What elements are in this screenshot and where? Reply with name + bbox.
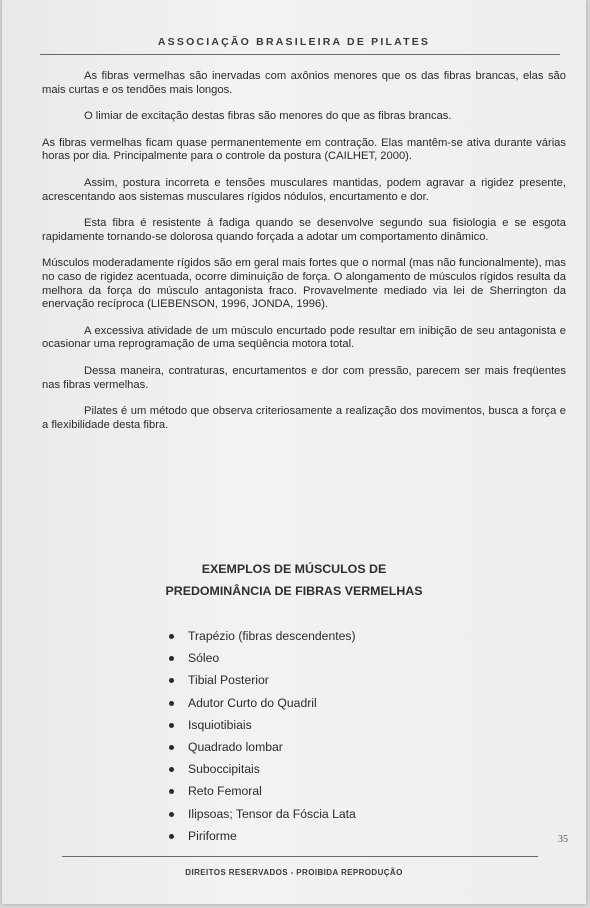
footer-divider (62, 856, 538, 857)
page-footer: DIREITOS RESERVADOS - PROIBIDA REPRODUÇÃO (185, 868, 403, 877)
section-title-line: PREDOMINÂNCIA DE FIBRAS VERMELHAS (165, 584, 423, 598)
body-text (42, 70, 566, 445)
header-divider (40, 54, 560, 55)
list-item: Suboccipitais (166, 758, 356, 780)
list-item: Piriforme (166, 825, 356, 847)
paragraph: O limiar de excitação destas fibras são menores do que as fibras brancas. (84, 110, 452, 123)
list-item: Isquiotibiais (166, 714, 356, 736)
paragraph: Esta fibra é resistente à fadiga quando se desenvolve segundo sua fisiologia e se esgota rapidamente tornando-se dolorosa quando forçada a adotar um comportamento dinâmico. (42, 217, 566, 243)
paragraph: As fibras vermelhas são inervadas com axônios menores que os das fibras brancas, elas são mais curtas e os tendões mais longos. (42, 70, 566, 96)
paragraph: As fibras vermelhas ficam quase permanentemente em contração. Elas mantêm-se ativa durante várias horas por dia. Principalmente para o controle da postura (CAILHET, 2000). (42, 136, 566, 163)
paragraph: A excessiva atividade de um músculo encurtado pode resultar em inibição de seu antagonista e ocasionar uma reprogramação de uma seqüência motora total. (42, 324, 566, 351)
list-item: Trapézio (fibras descendentes) (166, 625, 356, 647)
document-page (2, 0, 586, 904)
muscle-list (166, 625, 356, 847)
list-item: Ilipsoas; Tensor da Fóscia Lata (166, 803, 356, 825)
page-header: ASSOCIAÇÃO BRASILEIRA DE PILATES (157, 36, 431, 48)
list-item: Reto Femoral (166, 780, 356, 802)
list-item: Quadrado lombar (166, 736, 356, 758)
section-title-line: EXEMPLOS DE MÚSCULOS DE (201, 562, 387, 576)
page-number: 35 (558, 834, 568, 845)
paragraph: Músculos moderadamente rígidos são em geral mais fortes que o normal (mas não funcionalmente), mas no caso de rigidez acentuada, ocorre diminuição de força. O alongamento de músculos rígidos resulta da melhora da força do músculo antagonista fraco. Provavelmente mediado via lei de Sherrington da enervação recíproca (LIEBENSON, 1996, JONDA, 1996). (42, 257, 566, 311)
paragraph: Assim, postura incorreta e tensões musculares mantidas, podem agravar a rigidez presente, acrescentando aos sistemas musculares rígidos nódulos, encurtamento e dor. (42, 176, 566, 203)
paragraph: Dessa maneira, contraturas, encurtamentos e dor com pressão, parecem ser mais freqüentes nas fibras vermelhas. (42, 364, 566, 391)
list-item: Tibial Posterior (166, 669, 356, 691)
list-item: Adutor Curto do Quadril (166, 692, 356, 714)
list-item: Sóleo (166, 647, 356, 669)
section-title (2, 558, 586, 602)
paragraph: Pilates é um método que observa criteriosamente a realização dos movimentos, busca a força e a flexibilidade desta fibra. (42, 405, 566, 431)
